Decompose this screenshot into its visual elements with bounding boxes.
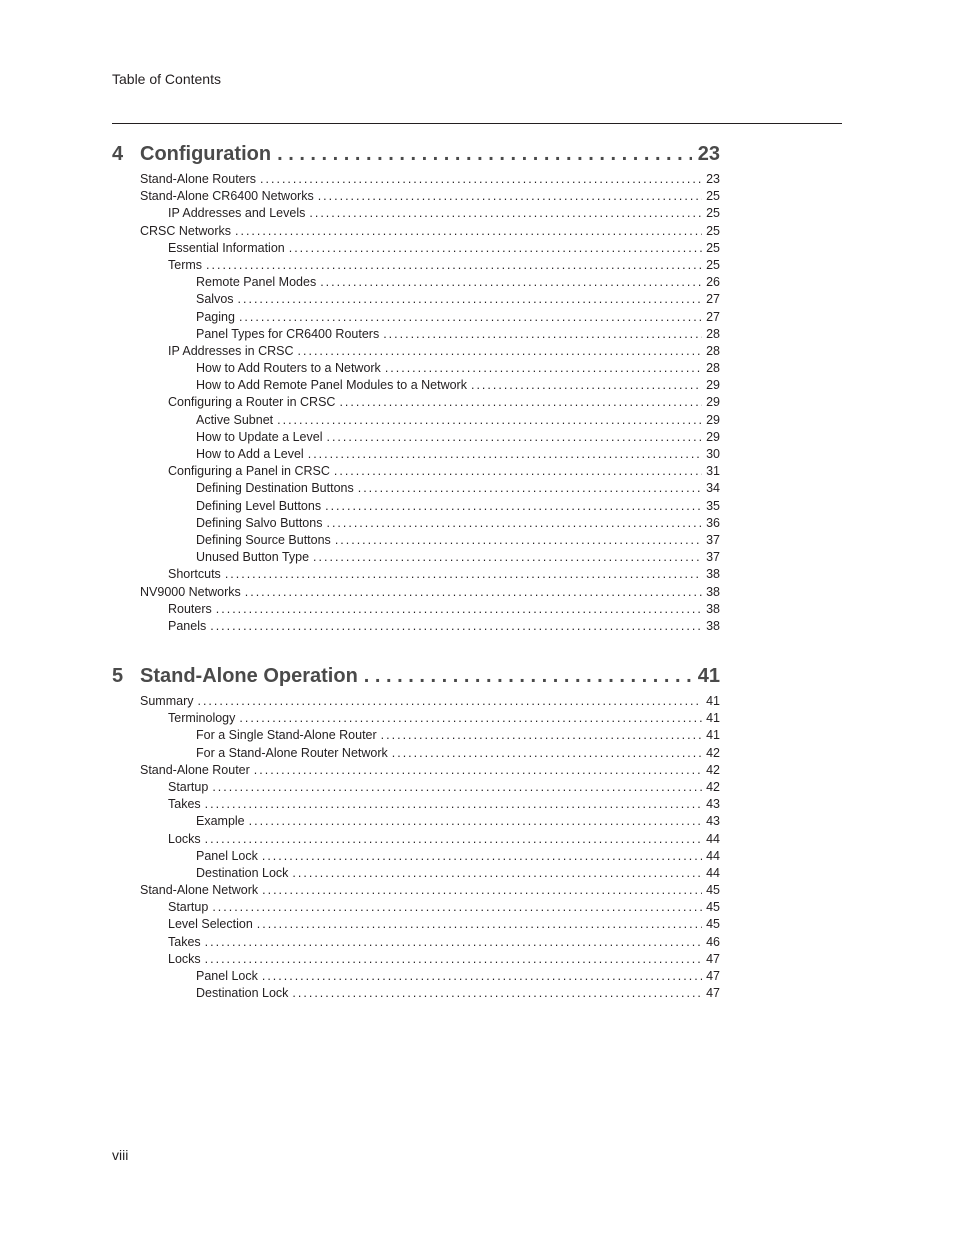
leader-dots [364,665,692,688]
toc-entry-page: 30 [706,447,720,461]
toc-entry-page: 25 [706,240,720,255]
toc-entry-page: 44 [706,848,720,863]
toc-entry-title: Stand-Alone Routers [140,172,257,186]
leader-dots [205,934,702,951]
leader-dots [471,377,702,394]
leader-dots [325,498,702,515]
leader-dots [197,693,702,710]
toc-entry-title: Stand-Alone Network [140,883,259,898]
leader-dots [245,584,702,601]
toc-entry[interactable] [112,985,720,1002]
toc-entry-title: For a Single Stand-Alone Router [196,728,377,743]
toc-entry-page: 43 [706,814,720,829]
toc-entry-page: 37 [706,550,720,565]
toc-entry-title: How to Add Routers to a Network [196,361,381,376]
toc-entry-page: 43 [706,797,720,812]
leader-dots [292,865,702,882]
toc-entry-title: Active Subnet [196,412,274,427]
toc-entry-page: 31 [706,464,720,479]
leader-dots [205,951,702,968]
toc-entry[interactable] [112,693,720,710]
leader-dots [326,515,702,532]
toc-entry[interactable] [112,882,720,899]
toc-entry[interactable] [112,309,720,326]
toc-entry-page: 46 [706,934,720,949]
toc-entry[interactable] [112,549,720,566]
chapter-heading[interactable] [112,665,720,693]
toc-entry-page: 38 [706,601,720,616]
toc-entries [112,693,720,1002]
toc-entry-title: IP Addresses in CRSC [168,343,294,358]
toc-entry-title: Destination Lock [196,986,289,1001]
toc-entry-title: Example [196,814,245,829]
toc-entry-page: 23 [706,172,720,186]
toc-entry-page: 42 [706,762,720,777]
toc-entry-page: 25 [706,257,720,272]
toc-entry[interactable] [112,360,720,377]
toc-entry[interactable] [112,584,720,601]
leader-dots [313,549,702,566]
toc-entry[interactable] [112,291,720,308]
toc-entry-title: IP Addresses and Levels [168,206,306,221]
toc-entry-page: 37 [706,532,720,547]
toc-entry[interactable] [112,480,720,497]
toc-entry-title: Panels [168,618,207,633]
leader-dots [298,343,703,360]
leader-dots [335,532,702,549]
toc-entry[interactable] [112,446,720,463]
toc-entry-page: 38 [706,618,720,633]
toc-entry-page: 42 [706,745,720,760]
toc-entry-page: 27 [706,309,720,324]
toc-entry-title: Configuring a Router in CRSC [168,395,336,410]
toc-entry[interactable] [112,463,720,480]
toc-entry-page: 28 [706,326,720,341]
leader-dots [239,309,702,326]
leader-dots [235,223,702,240]
toc-entry[interactable] [112,745,720,762]
toc-entry[interactable] [112,727,720,744]
toc-entry-title: Remote Panel Modes [196,275,317,290]
leader-dots [206,257,702,274]
toc-entry-title: Routers [168,601,212,616]
leader-dots [320,274,702,291]
toc-entry-title: For a Stand-Alone Router Network [196,745,388,760]
running-head: Table of Contents [112,71,221,87]
toc-entry-title: Stand-Alone Router [140,762,250,777]
toc-entry[interactable] [112,326,720,343]
toc-entry[interactable] [112,223,720,240]
toc-entry-title: Destination Lock [196,865,289,880]
toc-entry-page: 44 [706,831,720,846]
leader-dots [216,601,702,618]
toc-entry-title: How to Update a Level [196,429,323,444]
toc-entry-title: Locks [168,951,201,966]
toc-entry[interactable] [112,813,720,830]
leader-dots [239,710,702,727]
toc-entry-title: Salvos [196,292,234,307]
toc-entry-title: Startup [168,900,209,915]
leader-dots [249,813,702,830]
toc-entry-page: 41 [706,694,720,708]
leader-dots [262,882,702,899]
toc-entries [112,171,720,635]
leader-dots [262,968,702,985]
toc-entry-title: Locks [168,831,201,846]
toc-entry-title: Unused Button Type [196,550,310,565]
toc-entry[interactable] [112,171,720,188]
chapter-5-section [112,665,720,1002]
toc-entry-title: Summary [140,694,194,708]
leader-dots [210,618,702,635]
chapter-4-section [112,143,720,635]
toc-entry-page: 25 [706,189,720,204]
toc-entry-page: 29 [706,378,720,393]
leader-dots [277,143,692,166]
toc-entry[interactable] [112,710,720,727]
toc-entry[interactable] [112,848,720,865]
chapter-title: Stand-Alone Operation [140,665,358,687]
toc-entry[interactable] [112,796,720,813]
toc-entry-page: 25 [706,223,720,238]
toc-entry[interactable] [112,779,720,796]
toc-entry-title: Panel Types for CR6400 Routers [196,326,380,341]
toc-entry[interactable] [112,951,720,968]
chapter-title: Configuration [140,143,272,165]
toc-entry[interactable] [112,865,720,882]
toc-entry-page: 29 [706,412,720,427]
leader-dots [326,429,702,446]
toc-entry-page: 29 [706,429,720,444]
leader-dots [292,985,702,1002]
toc-entry-page: 38 [706,584,720,599]
toc-entry-title: Level Selection [168,917,253,932]
toc-entry-title: Terminology [168,711,236,726]
page-number: viii [112,1147,129,1163]
leader-dots [383,326,702,343]
toc-entry-page: 34 [706,481,720,496]
toc-entry-page: 45 [706,883,720,898]
toc-entry-title: How to Add a Level [196,447,304,461]
toc-entry-title: Stand-Alone CR6400 Networks [140,189,314,204]
leader-dots [339,394,702,411]
toc-entry-title: Essential Information [168,240,285,255]
toc-entry[interactable] [112,566,720,583]
toc-entry-page: 41 [706,728,720,743]
toc-entry-page: 44 [706,865,720,880]
toc-entry[interactable] [112,831,720,848]
toc-entry[interactable] [112,498,720,515]
toc-entry-page: 35 [706,498,720,513]
chapter-number: 4 [112,143,124,165]
leader-dots [262,848,702,865]
chapter-heading[interactable] [112,143,720,171]
leader-dots [205,796,702,813]
toc-entry-page: 42 [706,779,720,794]
leader-dots [318,188,702,205]
toc-entry-page: 28 [706,361,720,376]
toc-entry-page: 26 [706,275,720,290]
toc-entry-page: 28 [706,343,720,358]
toc-entry-title: Paging [196,309,235,324]
chapter-page: 23 [697,143,720,165]
toc-entry-title: Takes [168,797,201,812]
toc-entry[interactable] [112,274,720,291]
toc-entry-page: 47 [706,951,720,966]
toc-entry[interactable] [112,934,720,951]
toc-entry-page: 47 [706,986,720,1001]
leader-dots [257,916,702,933]
leader-dots [254,762,702,779]
leader-dots [225,566,702,583]
toc-entry[interactable] [112,394,720,411]
toc-entry-title: Defining Salvo Buttons [196,515,323,530]
toc-entry-page: 38 [706,567,720,582]
leader-dots [260,171,702,188]
toc-entry-title: Shortcuts [168,567,221,582]
leader-dots [334,463,702,480]
toc-entry[interactable] [112,240,720,257]
toc-entry[interactable] [112,205,720,222]
toc-entry-title: How to Add Remote Panel Modules to a Network [196,378,467,393]
toc-entry-title: Panel Lock [196,969,258,983]
toc-entry[interactable] [112,515,720,532]
chapter-page: 41 [697,665,720,687]
toc-entry-page: 25 [706,206,720,221]
toc-entry[interactable] [112,762,720,779]
toc-entry-title: Defining Source Buttons [196,532,331,547]
toc-entry[interactable] [112,188,720,205]
toc-entry-title: Terms [168,257,203,272]
toc-entry-title: NV9000 Networks [140,584,241,599]
toc-entry-page: 36 [706,515,720,530]
leader-dots [309,205,702,222]
toc-entry[interactable] [112,968,720,985]
toc-entry[interactable] [112,916,720,933]
toc-entry-title: Panel Lock [196,848,258,863]
toc-entry-title: CRSC Networks [140,223,231,238]
leader-dots [358,480,702,497]
toc-entry[interactable] [112,377,720,394]
toc-entry-page: 27 [706,292,720,307]
toc-entry-title: Startup [168,779,209,794]
leader-dots [212,899,702,916]
leader-dots [277,412,702,429]
leader-dots [205,831,702,848]
toc-entry-page: 45 [706,900,720,915]
toc-entry-title: Configuring a Panel in CRSC [168,464,330,479]
toc-entry-title: Defining Destination Buttons [196,481,354,496]
toc-entry[interactable] [112,257,720,274]
toc-entry[interactable] [112,343,720,360]
toc-entry-title: Takes [168,934,201,949]
header-rule [112,123,842,124]
toc-entry-title: Defining Level Buttons [196,498,322,513]
leader-dots [381,727,702,744]
leader-dots [385,360,702,377]
toc-entry-page: 45 [706,917,720,932]
chapter-number: 5 [112,665,124,687]
leader-dots [212,779,702,796]
toc-entry[interactable] [112,601,720,618]
leader-dots [238,291,703,308]
toc-entry-page: 47 [706,969,720,983]
leader-dots [289,240,702,257]
leader-dots [392,745,702,762]
toc-entry[interactable] [112,532,720,549]
toc-entry[interactable] [112,429,720,446]
toc-entry[interactable] [112,618,720,635]
toc-entry[interactable] [112,412,720,429]
leader-dots [308,446,702,463]
toc-entry[interactable] [112,899,720,916]
toc-entry-page: 29 [706,395,720,410]
toc-entry-page: 41 [706,711,720,726]
